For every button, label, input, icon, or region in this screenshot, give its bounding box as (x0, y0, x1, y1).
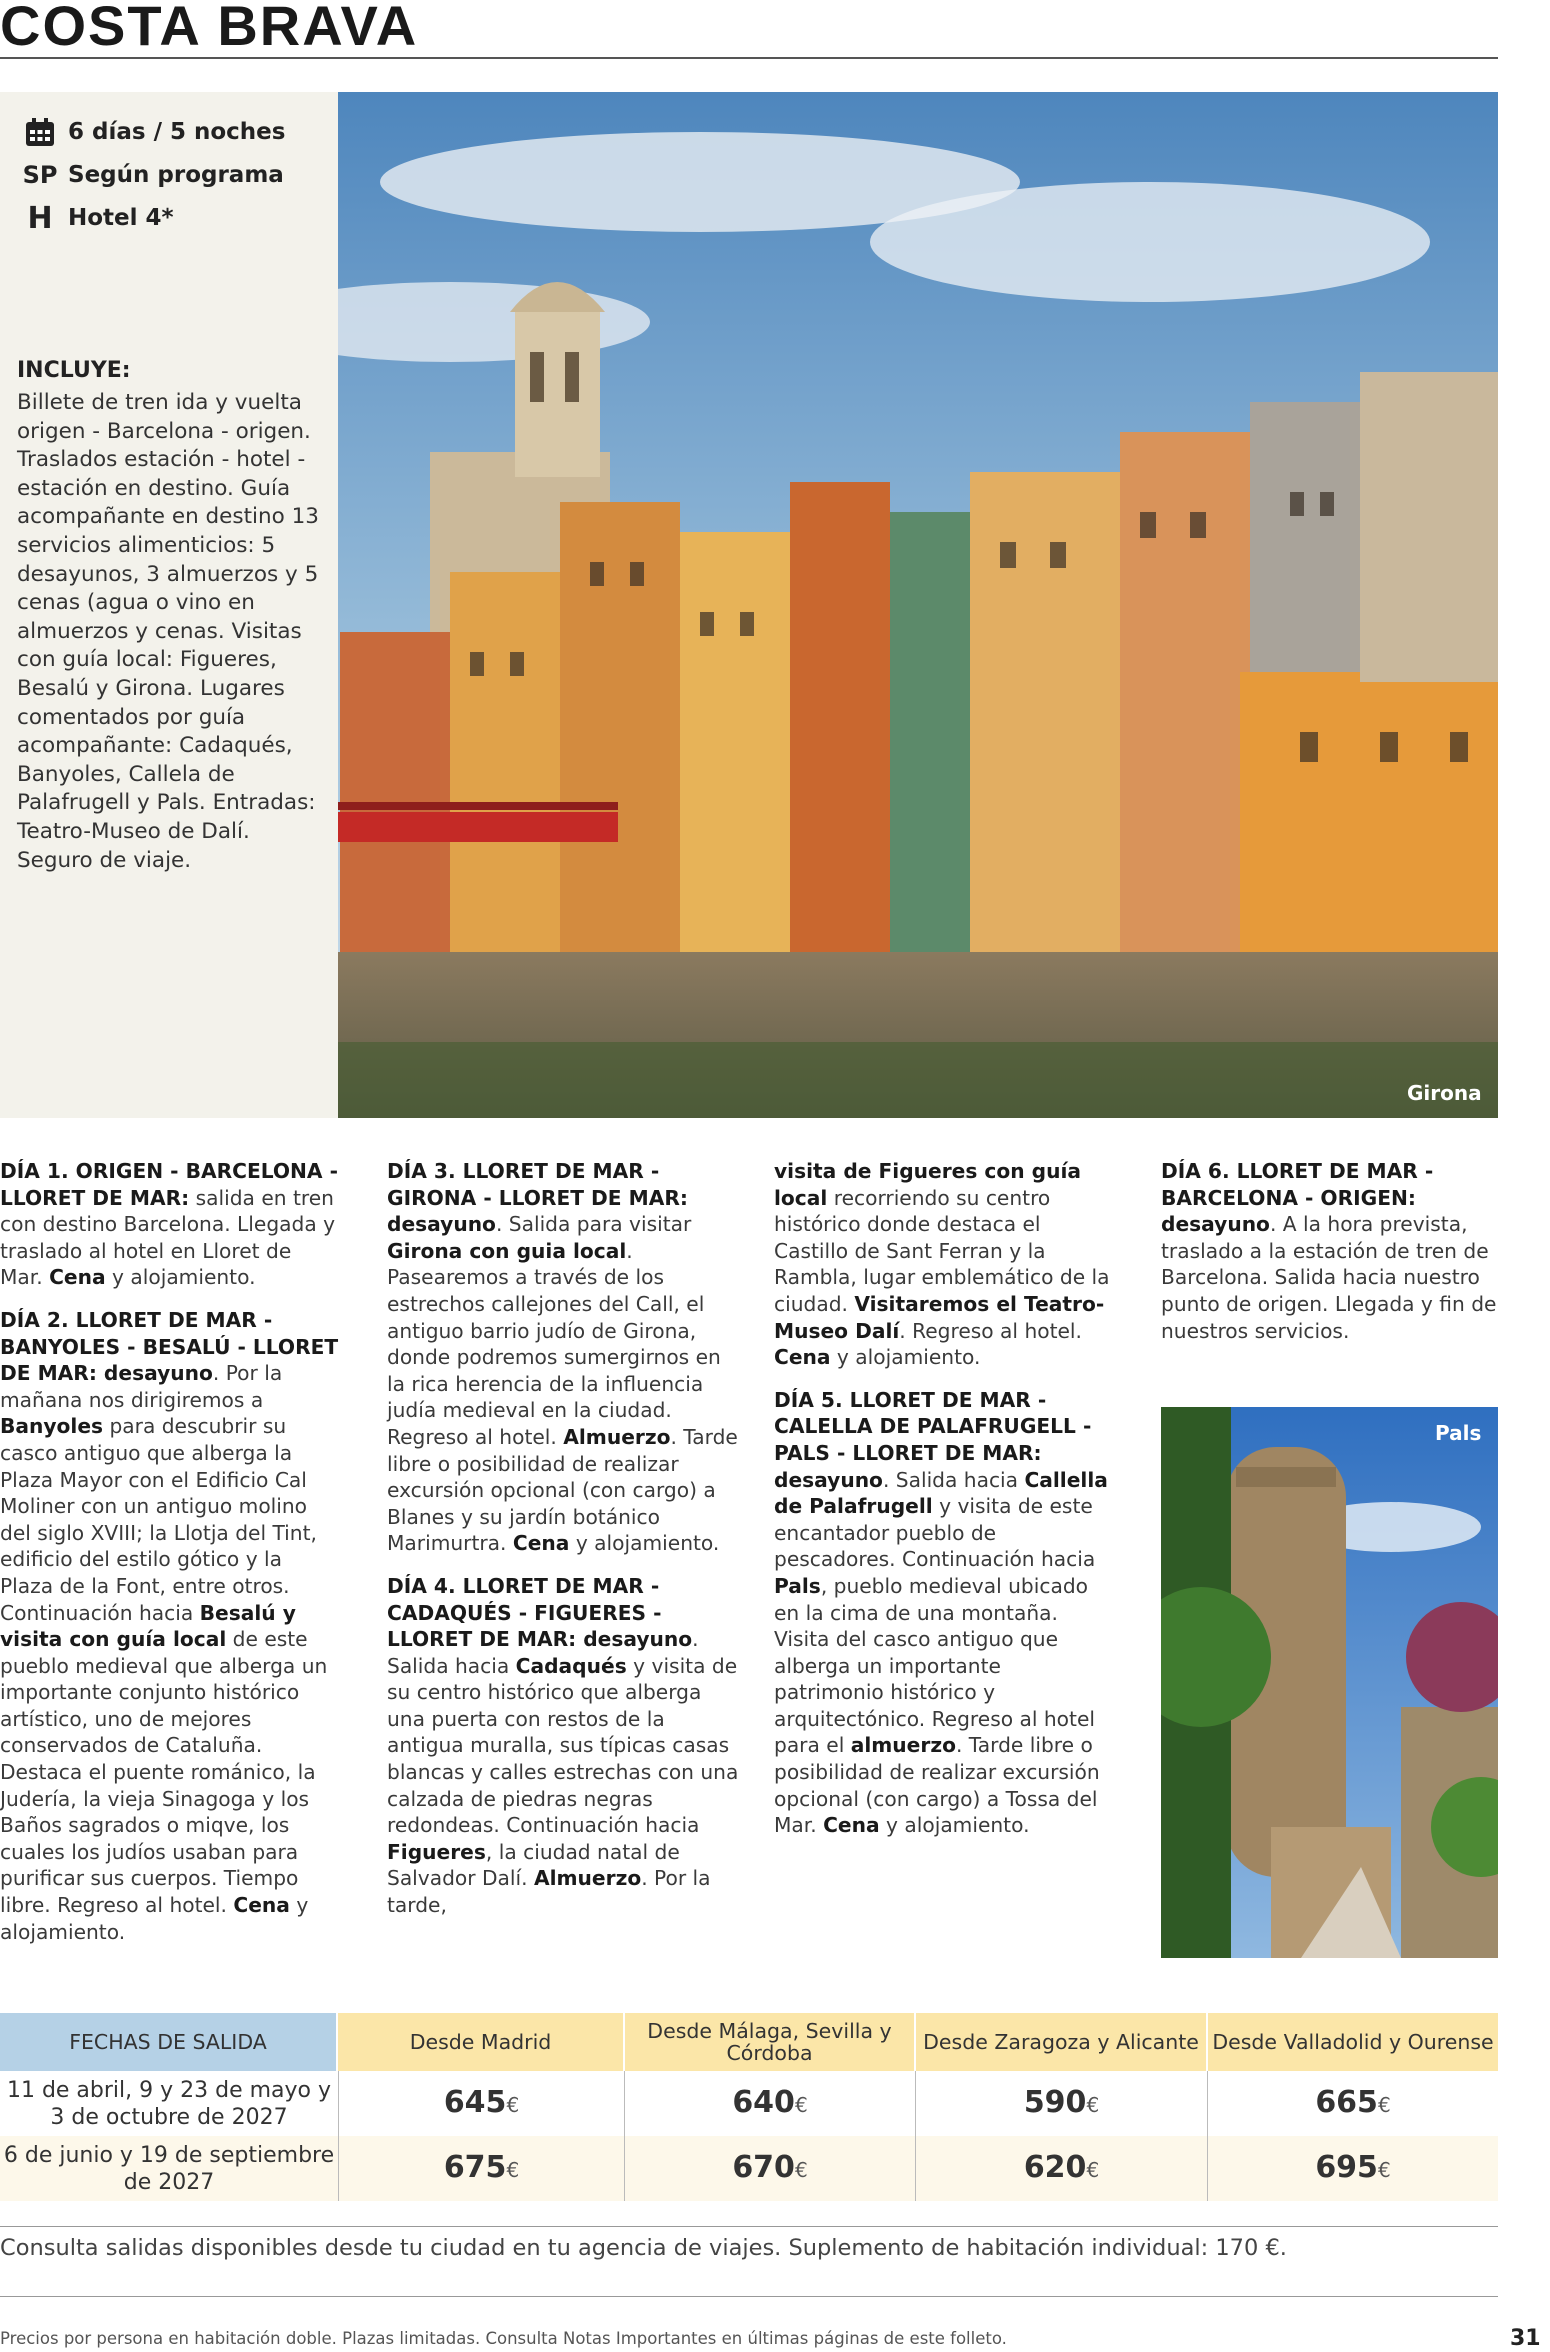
day-4: DÍA 4. LLORET DE MAR - CADAQUÉS - FIGUERES - LLORET DE MAR: desayuno. Salida hacia Cadaqués y visita de su centro histórico que alberga una puerta con restos de la antigua muralla, sus típicas casas blancas y calles estrechas con una calzada de piedras negras redondeas. Continuación hacia Figueres, la ciudad natal de Salvador Dalí. Almuerzo. Por la tarde, (387, 1573, 739, 1918)
day-4-continued: visita de Figueres con guía local recorriendo su centro histórico donde destaca el Castillo de Sant Ferran y la Rambla, lugar emblemático de la ciudad. Visitaremos el Teatro- Museo Dalí. Regreso al hotel. Cena y alojamiento. (774, 1159, 1110, 1370)
trip-summary-panel (0, 92, 338, 1118)
meals-text: Según programa (68, 162, 284, 188)
page-title: COSTA BRAVA (0, 0, 419, 57)
divider (0, 2226, 1498, 2227)
itinerary-column-4 (1161, 1158, 1498, 1360)
row-dates: 6 de junio y 19 de septiembre de 2027 (3, 2142, 335, 2195)
price-cell: 645€ (338, 2071, 625, 2136)
header-valladolid: Desde Valladolid y Ourense (1208, 2013, 1498, 2071)
meal-plan-icon: SP (22, 161, 58, 189)
price-table-header (0, 2013, 1498, 2071)
footer-note: Precios por persona en habitación doble. Plazas limitadas. Consulta Notas Importantes en últimas páginas de este folleto. (0, 2329, 1007, 2348)
header-dates: FECHAS DE SALIDA (0, 2013, 338, 2071)
title-divider (0, 57, 1498, 59)
row-dates: 11 de abril, 9 y 23 de mayo y 3 de octubre de 2027 (6, 2077, 332, 2130)
itinerary-column-3 (774, 1158, 1114, 1855)
availability-note: Consulta salidas disponibles desde tu ciudad en tu agencia de viajes. Suplemento de habitación individual: 170 €. (0, 2235, 1287, 2261)
price-cell: 695€ (1315, 2149, 1391, 2185)
hotel-text: Hotel 4* (68, 205, 174, 231)
girona-caption: Girona (1407, 1081, 1482, 1105)
price-cell: 665€ (1315, 2084, 1391, 2120)
itinerary-column-1 (0, 1158, 340, 1961)
day-5: DÍA 5. LLORET DE MAR - CALELLA DE PALAFRUGELL - PALS - LLORET DE MAR: desayuno. Salida hacia Callella de Palafrugell y visita de este encantador pueblo de pescadores. Continuación hacia Pals, pueblo medieval ubicado en la cima de una montaña. Visita del casco antiguo que alberga un importante patrimonio histórico y arquitectónico. Regreso al hotel para el almuerzo. Tarde libre o posibilidad de realizar excursión opcional (con cargo) a Tossa del Mar. Cena y alojamiento. (774, 1387, 1108, 1838)
header-malaga: Desde Málaga, Sevilla y Córdoba (625, 2013, 916, 2071)
pals-illustration (1161, 1407, 1498, 1958)
hotel-row (22, 202, 174, 234)
includes-heading: INCLUYE: (17, 358, 131, 383)
day-1: DÍA 1. ORIGEN - BARCELONA - LLORET DE MAR: salida en tren con destino Barcelona. Llegada y traslado al hotel en Lloret de Mar. Cena y alojamiento. (0, 1159, 338, 1290)
duration-text: 6 días / 5 noches (68, 119, 286, 145)
table-row (0, 2071, 1498, 2136)
includes-text: Billete de tren ida y vuelta origen - Barcelona - origen. Traslados estación - hotel - estación en destino. Guía acompañante en destino 13 servicios alimenticios: 5 desayunos, 3 almuerzos y 5 cenas (agua o vino en almuerzos y cenas. Visitas con guía local: Figueres, Besalú y Girona. Lugares comentados por guía acompañante: Cadaqués, Banyoles, Callela de Palafrugell y Pals. Entradas: Teatro-Museo de Dalí. Seguro de viaje. (17, 390, 319, 873)
price-table (0, 2013, 1498, 2201)
header-zaragoza: Desde Zaragoza y Alicante (916, 2013, 1208, 2071)
price-cell: 670€ (625, 2136, 916, 2201)
price-cell: 620€ (916, 2136, 1208, 2201)
price-cell: 640€ (625, 2071, 916, 2136)
pals-photo (1161, 1407, 1498, 1958)
table-row (0, 2136, 1498, 2201)
header-madrid: Desde Madrid (338, 2013, 625, 2071)
duration-row (22, 116, 285, 148)
price-cell: 590€ (916, 2071, 1208, 2136)
divider (0, 2296, 1498, 2297)
day-2: DÍA 2. LLORET DE MAR - BANYOLES - BESALÚ - LLORET DE MAR: desayuno. Por la mañana nos dirigiremos a Banyoles para descubrir su casco antiguo que alberga la Plaza Mayor con el Edificio Cal Moliner con un antiguo molino del siglo XVIII; la Llotja del Tint, edificio del estilo gótico y la Plaza de la Font, entre otros. Continuación hacia Besalú y visita con guía local de este pueblo medieval que alberga un importante conjunto histórico artístico, uno de mejores conservados de Cataluña. Destaca el puente románico, la Judería, la vieja Sinagoga y los Baños sagrados o miqve, los cuales los judíos usaban para purificar sus cuerpos. Tiempo libre. Regreso al hotel. Cena y alojamiento. (0, 1307, 339, 1944)
meals-row (22, 159, 284, 191)
day-6: DÍA 6. LLORET DE MAR - BARCELONA - ORIGEN: desayuno. A la hora prevista, traslado a la estación de tren de Barcelona. Salida hacia nuestro punto de origen. Llegada y fin de nuestros servicios. (1161, 1159, 1497, 1343)
hotel-icon: H (27, 200, 53, 236)
itinerary-column-2 (387, 1158, 739, 1935)
price-cell: 675€ (338, 2136, 625, 2201)
page-number: 31 (1510, 2326, 1541, 2351)
calendar-icon (22, 116, 58, 148)
day-3: DÍA 3. LLORET DE MAR - GIRONA - LLORET DE MAR: desayuno. Salida para visitar Girona con guia local. Pasearemos a través de los estrechos callejones del Call, el antiguo barrio judío de Girona, donde podremos sumergirnos en la rica herencia de la influencia judía medieval en la ciudad. Regreso al hotel. Almuerzo. Tarde libre o posibilidad de realizar excursión opcional (con cargo) a Blanes y su jardín botánico Marimurtra. Cena y alojamiento. (387, 1159, 738, 1556)
pals-caption: Pals (1435, 1421, 1482, 1445)
